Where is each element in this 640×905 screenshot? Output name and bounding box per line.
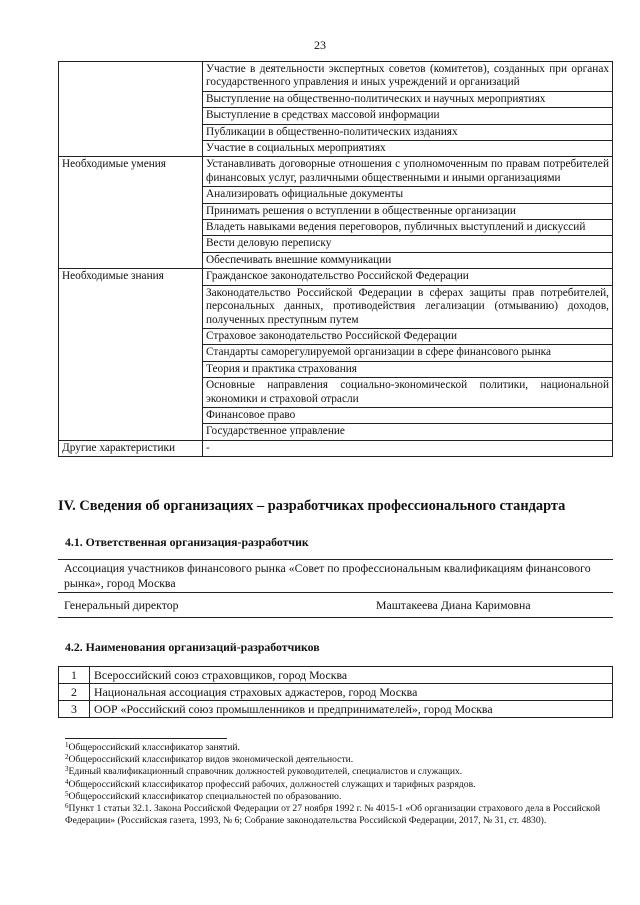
value-cell: Стандарты саморегулируемой организации в сфере финансового рынка — [203, 345, 613, 361]
value-cell: Финансовое право — [203, 407, 613, 423]
footnote-text: Единый квалификационный справочник должностей руководителей, специалистов и служащих. — [68, 766, 463, 778]
value-cell: Выступление в средствах массовой информации — [203, 108, 613, 124]
responsible-org-heading: 4.1. Ответственная организация-разработчик — [65, 535, 309, 549]
category-cell: Другие характеристики — [59, 440, 203, 456]
value-cell: Участие в социальных мероприятиях — [203, 141, 613, 157]
value-cell: Устанавливать договорные отношения с уполномоченным по правам потребителей финансовых услуг, различными общественными и иными организациями — [203, 157, 613, 187]
developer-row — [59, 701, 613, 718]
value-cell: Владеть навыками ведения переговоров, публичных выступлений и дискуссий — [203, 220, 613, 236]
developer-name: Всероссийский союз страховщиков, город Москва — [90, 667, 613, 684]
developer-name: Национальная ассоциация страховых аджастеров, город Москва — [90, 684, 613, 701]
footnote-mark: 4 — [65, 777, 69, 786]
footnote-text: Общероссийский классификатор профессий рабочих, должностей служащих и тарифных разрядов. — [68, 778, 476, 790]
value-cell: Основные направления социально-экономической политики, национальной экономики и страховой отрасли — [203, 378, 613, 408]
value-cell: Обеспечивать внешние коммуникации — [203, 252, 613, 268]
developer-row — [59, 667, 613, 684]
footnote-mark: 2 — [65, 753, 69, 762]
value-cell: Публикации в общественно-политических изданиях — [203, 124, 613, 140]
footnote — [65, 791, 613, 803]
developer-row — [59, 684, 613, 701]
developer-number: 1 — [59, 667, 90, 684]
footnote-mark: 3 — [65, 765, 69, 774]
footnote — [65, 754, 613, 766]
director-row — [58, 590, 613, 618]
developer-name: ООР «Российский союз промышленников и предпринимателей», город Москва — [90, 701, 613, 718]
footnote — [65, 766, 613, 778]
director-name: Маштакеева Диана Каримовна — [376, 598, 531, 612]
footnote-separator — [65, 738, 227, 739]
value-cell: Государственное управление — [203, 424, 613, 440]
footnote-mark: 6 — [65, 802, 69, 811]
section-title: IV. Сведения об организациях – разработчиках профессионального стандарта — [58, 498, 566, 514]
footnote-text: Общероссийский классификатор специальностей по образованию. — [68, 790, 342, 802]
footnote-mark: 1 — [65, 741, 69, 749]
developer-number: 2 — [59, 684, 90, 701]
footnote — [65, 803, 613, 827]
footnote — [65, 742, 613, 754]
category-cell — [59, 62, 203, 157]
value-cell: Выступление на общественно-политических и научных мероприятиях — [203, 91, 613, 107]
footnote-text: Общероссийский классификатор занятий. — [68, 742, 240, 753]
table-row — [59, 157, 613, 187]
value-cell: Участие в деятельности экспертных советов (комитетов), созданных при органах государственного управления и иных учреждений и организаций — [203, 62, 613, 92]
responsible-org-box — [58, 559, 613, 593]
category-cell: Необходимые умения — [59, 157, 203, 269]
value-cell: Гражданское законодательство Российской Федерации — [203, 269, 613, 285]
value-cell: Анализировать официальные документы — [203, 187, 613, 203]
footnote-text: Общероссийский классификатор видов экономической деятельности. — [68, 754, 354, 766]
value-cell: Принимать решения о вступлении в общественные организации — [203, 203, 613, 219]
footnote — [65, 779, 613, 791]
value-cell: Законодательство Российской Федерации в сферах защиты прав потребителей, персональных данных, противодействия легализации (отмыванию) доходов, полученных преступным путем — [203, 285, 613, 328]
responsible-org-name: Ассоциация участников финансового рынка «Совет по профессиональным квалификациям финансового рынка», город Москва — [64, 561, 591, 590]
developer-number: 3 — [59, 701, 90, 718]
footnotes — [65, 742, 613, 827]
page-number: 23 — [314, 38, 326, 52]
table-row — [59, 62, 613, 92]
value-cell: - — [203, 440, 613, 456]
director-label: Генеральный директор — [64, 598, 179, 612]
value-cell: Теория и практика страхования — [203, 361, 613, 377]
developers-heading: 4.2. Наименования организаций-разработчиков — [65, 640, 320, 654]
footnote-text: Пункт 1 статьи 32.1. Закона Российской Федерации от 27 ноября 1992 г. № 4015-1 «Об организации страхового дела в Российской Федерации» (Российская газета, 1993, № 6; Собрание законодательства Российской Федерации, 2017, № 31, ст. 4830). — [65, 803, 601, 827]
category-cell: Необходимые знания — [59, 269, 203, 440]
value-cell: Вести деловую переписку — [203, 236, 613, 252]
footnote-mark: 5 — [65, 789, 69, 798]
value-cell: Страховое законодательство Российской Федерации — [203, 328, 613, 344]
competency-table — [58, 61, 613, 457]
table-row — [59, 269, 613, 285]
table-row — [59, 440, 613, 456]
developers-table — [58, 666, 613, 718]
